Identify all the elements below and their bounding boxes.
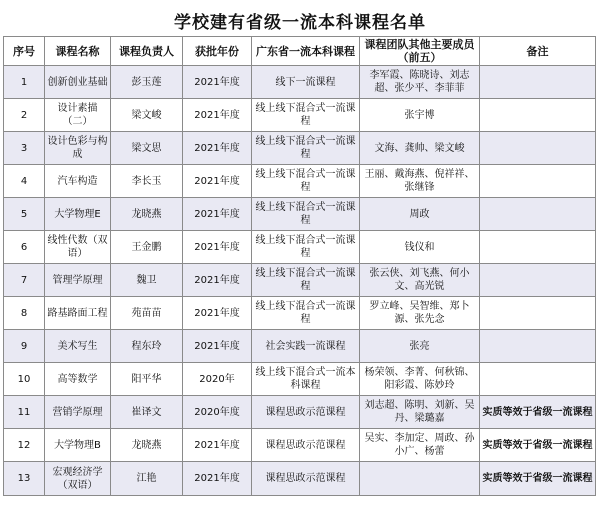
cell-no: 11 xyxy=(4,396,45,429)
cell-year: 2021年度 xyxy=(183,132,252,165)
cell-no: 2 xyxy=(4,99,45,132)
cell-year: 2021年度 xyxy=(183,66,252,99)
cell-type: 线上线下混合式一流本科课程 xyxy=(252,363,360,396)
cell-lead: 江艳 xyxy=(111,462,183,496)
cell-lead: 阳平华 xyxy=(111,363,183,396)
cell-year: 2021年度 xyxy=(183,330,252,363)
cell-type: 线下一流课程 xyxy=(252,66,360,99)
cell-name: 路基路面工程 xyxy=(45,297,111,330)
cell-year: 2021年度 xyxy=(183,429,252,462)
cell-year: 2021年度 xyxy=(183,231,252,264)
cell-no: 12 xyxy=(4,429,45,462)
cell-team: 王丽、戴海燕、倪祥祥、张继锋 xyxy=(360,165,480,198)
cell-lead: 龙晓燕 xyxy=(111,429,183,462)
table-row xyxy=(4,198,596,231)
cell-name: 高等数学 xyxy=(45,363,111,396)
table-row xyxy=(4,429,596,462)
cell-team: 张宇博 xyxy=(360,99,480,132)
cell-year: 2021年度 xyxy=(183,165,252,198)
table-row xyxy=(4,297,596,330)
cell-note xyxy=(480,132,596,165)
cell-no: 10 xyxy=(4,363,45,396)
cell-note xyxy=(480,66,596,99)
cell-note xyxy=(480,165,596,198)
cell-name: 设计色彩与构成 xyxy=(45,132,111,165)
header-team: 课程团队其他主要成员（前五） xyxy=(360,37,480,66)
header-note: 备注 xyxy=(480,37,596,66)
cell-name: 宏观经济学（双语） xyxy=(45,462,111,496)
cell-name: 营销学原理 xyxy=(45,396,111,429)
cell-year: 2020年度 xyxy=(183,396,252,429)
cell-type: 课程思政示范课程 xyxy=(252,396,360,429)
cell-note: 实质等效于省级一流课程 xyxy=(480,429,596,462)
header-lead: 课程负责人 xyxy=(111,37,183,66)
table-row xyxy=(4,165,596,198)
cell-type: 线上线下混合式一流课程 xyxy=(252,165,360,198)
cell-year: 2020年 xyxy=(183,363,252,396)
cell-team: 钱仪和 xyxy=(360,231,480,264)
cell-name: 设计素描（二） xyxy=(45,99,111,132)
cell-team: 罗立峰、吴智维、郑卜源、张先念 xyxy=(360,297,480,330)
table-row xyxy=(4,264,596,297)
table-row xyxy=(4,99,596,132)
cell-name: 美术写生 xyxy=(45,330,111,363)
cell-type: 线上线下混合式一流课程 xyxy=(252,264,360,297)
cell-year: 2021年度 xyxy=(183,198,252,231)
cell-no: 4 xyxy=(4,165,45,198)
cell-no: 1 xyxy=(4,66,45,99)
cell-name: 大学物理E xyxy=(45,198,111,231)
cell-lead: 魏卫 xyxy=(111,264,183,297)
cell-year: 2021年度 xyxy=(183,99,252,132)
cell-lead: 李长玉 xyxy=(111,165,183,198)
cell-note xyxy=(480,297,596,330)
cell-type: 线上线下混合式一流课程 xyxy=(252,132,360,165)
cell-year: 2021年度 xyxy=(183,462,252,496)
cell-note xyxy=(480,363,596,396)
cell-note xyxy=(480,264,596,297)
cell-lead: 龙晓燕 xyxy=(111,198,183,231)
cell-no: 3 xyxy=(4,132,45,165)
cell-lead: 苑苗苗 xyxy=(111,297,183,330)
cell-team: 张亮 xyxy=(360,330,480,363)
cell-lead: 彭玉莲 xyxy=(111,66,183,99)
cell-year: 2021年度 xyxy=(183,297,252,330)
header-row xyxy=(4,37,596,66)
header-name: 课程名称 xyxy=(45,37,111,66)
cell-lead: 王金鹏 xyxy=(111,231,183,264)
cell-type: 社会实践一流课程 xyxy=(252,330,360,363)
cell-no: 13 xyxy=(4,462,45,496)
course-table xyxy=(3,36,596,496)
header-no: 序号 xyxy=(4,37,45,66)
cell-note: 实质等效于省级一流课程 xyxy=(480,396,596,429)
cell-team: 文海、龚帅、梁文峻 xyxy=(360,132,480,165)
cell-team: 周政 xyxy=(360,198,480,231)
table-row xyxy=(4,66,596,99)
cell-lead: 梁文思 xyxy=(111,132,183,165)
cell-team: 张云侠、刘飞燕、何小文、高光锐 xyxy=(360,264,480,297)
cell-team: 吴实、李加定、周政、孙小广、杨蕾 xyxy=(360,429,480,462)
cell-team: 李军霞、陈晓诗、刘志超、张少平、李菲菲 xyxy=(360,66,480,99)
cell-no: 9 xyxy=(4,330,45,363)
cell-year: 2021年度 xyxy=(183,264,252,297)
cell-type: 线上线下混合式一流课程 xyxy=(252,99,360,132)
document-title: 学校建有省级一流本科课程名单 xyxy=(174,13,426,33)
cell-type: 线上线下混合式一流课程 xyxy=(252,231,360,264)
cell-name: 汽车构造 xyxy=(45,165,111,198)
cell-lead: 崔译文 xyxy=(111,396,183,429)
cell-type: 线上线下混合式一流课程 xyxy=(252,297,360,330)
header-year: 获批年份 xyxy=(183,37,252,66)
cell-note: 实质等效于省级一流课程 xyxy=(480,462,596,496)
table-row xyxy=(4,363,596,396)
cell-note xyxy=(480,198,596,231)
table-row xyxy=(4,396,596,429)
cell-lead: 梁文峻 xyxy=(111,99,183,132)
cell-note xyxy=(480,99,596,132)
cell-name: 管理学原理 xyxy=(45,264,111,297)
table-row xyxy=(4,462,596,496)
cell-lead: 程东玲 xyxy=(111,330,183,363)
cell-note xyxy=(480,231,596,264)
table-row xyxy=(4,231,596,264)
cell-team: 杨荣领、李菁、何秋锦、阳彩霞、陈妙玲 xyxy=(360,363,480,396)
cell-type: 线上线下混合式一流课程 xyxy=(252,198,360,231)
cell-no: 8 xyxy=(4,297,45,330)
cell-name: 线性代数（双语） xyxy=(45,231,111,264)
cell-team xyxy=(360,462,480,496)
header-type: 广东省一流本科课程 xyxy=(252,37,360,66)
table-row xyxy=(4,330,596,363)
cell-name: 创新创业基础 xyxy=(45,66,111,99)
cell-type: 课程思政示范课程 xyxy=(252,462,360,496)
cell-no: 7 xyxy=(4,264,45,297)
cell-no: 5 xyxy=(4,198,45,231)
cell-team: 刘志超、陈明、刘新、吴丹、梁璐嘉 xyxy=(360,396,480,429)
cell-note xyxy=(480,330,596,363)
table-row xyxy=(4,132,596,165)
cell-type: 课程思政示范课程 xyxy=(252,429,360,462)
cell-no: 6 xyxy=(4,231,45,264)
cell-name: 大学物理B xyxy=(45,429,111,462)
